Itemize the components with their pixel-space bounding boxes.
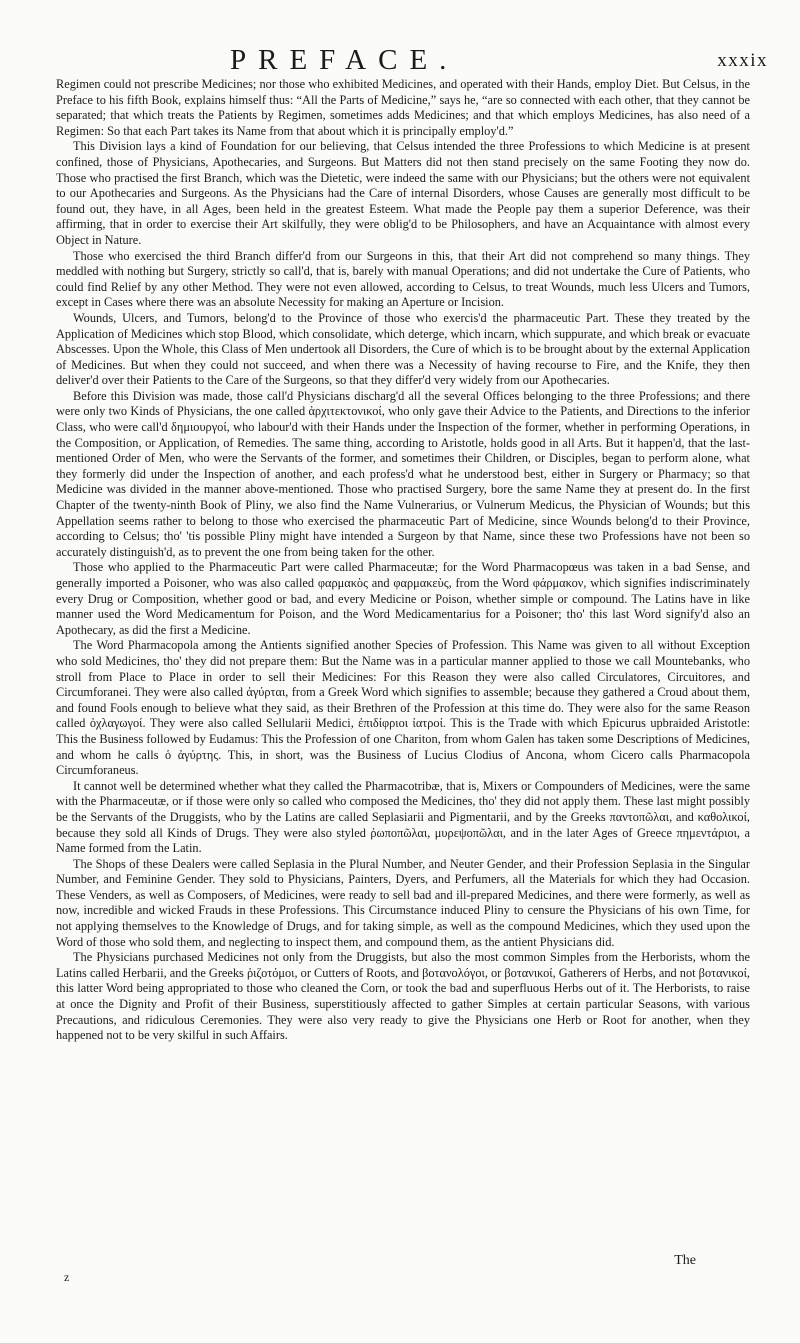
paragraph: The Physicians purchased Medicines not only from the Druggists, but also the most common Simples from the Herborists, whom the Latins called Herbarii, and the Greeks ῥιζοτόμοι, or Cutters of Roots, and βοτανολόγοι, or βοτανικοί, Gatherers of Herbs, and not βοτανικοί, this latter Word being appropriated to those who cleaned the Corn, or took the bad and superfluous Herbs out of it. The Herborists, to raise at once the Dignity and Profit of their Business, superstitiously affected to gather Simples at certain particular Seasons, with various Precautions, and ridiculous Ceremonies. They were also very ready to give the Physicians one Herb or Root for another, when they happened not to be very skilful in such Affairs. <box>56 950 750 1043</box>
paragraph: The Shops of these Dealers were called Seplasia in the Plural Number, and Neuter Gender, and their Profession Seplasia in the Singular Number, and Feminine Gender. They sold to Physicians, Painters, Dyers, and Perfumers, all the Materials for which they had Occasion. These Venders, as well as Composers, of Medicines, were ready to sell bad and ill-prepared Medicines, and there were formerly, as well as now, incredible and wicked Frauds in these Professions. This Circumstance induced Pliny to censure the Physicians of his own Time, for not applying themselves to the Knowledge of Drugs, and for taking simple, as well as the compound Medicines, which they used upon the Word of those who sold them, and neglecting to inspect them, and compound them, as the antient Physicians did. <box>56 856 750 949</box>
paragraph: This Division lays a kind of Foundation for our believing, that Celsus intended the three Professions to which Medicine is at present confined, those of Physicians, Apothecaries, and Surgeons. But Matters did not then stand precisely on the same Footing they now do. Those who practised the first Branch, which was the Dietetic, were indeed the same with our Physicians; but the others were not equivalent to our Apothecaries and Surgeons. As the Physicians had the Care of internal Disorders, whose Causes are generally most difficult to be found out, they have, in all Ages, been held in the greatest Esteem. What made the People pay them a superior Deference, was their affirming, that in order to exercise their Art skilfully, they were oblig'd to be Philosophers, and have an Acquaintance with almost every Object in Nature. <box>56 139 750 247</box>
paragraph: The Word Pharmacopola among the Antients signified another Species of Profession. This Name was given to all without Exception who sold Medicines, tho' they did not prepare them: But the Name was in a particular manner applied to those we call Mountebanks, who stroll from Place to Place in order to sell their Medicines: For this Reason they were also called Circulatores, Circuitores, and Circumforanei. They were also called ἀγύρται, from a Greek Word which signifies to assemble; because they gathered a Croud about them, and found Fools enough to believe what they said, as their Brethren of the Profession at this time do. They were also for the same Reason called ὀχλαγωγοί. They were also called Sellularii Medici, ἐπιδίφριοι ἰατροί. This is the Trade with which Epicurus upbraided Aristotle: This the Business followed by Eudamus: This the Profession of one Chariton, from whom Galen has taken some Descriptions of Medicines, and whom he calls ὁ ἀγύρτης. This, in short, was the Business of Lucius Clodius of Ancona, whom Cicero calls Pharmacopola Circumforaneus. <box>56 638 750 778</box>
paragraph: Regimen could not prescribe Medicines; nor those who exhibited Medicines, and operated with their Hands, employ Diet. But Celsus, in the Preface to his fifth Book, explains himself thus: “All the Parts of Medicine,” says he, “are so connected with each other, that they cannot be separated; that which treats the Patients by Regimen, sometimes adds Medicines; and that which employs Medicines, has also need of a Regimen: So that each Part takes its Name from that about which it is principally employ'd.” <box>56 77 750 138</box>
paragraph: Those who applied to the Pharmaceutic Part were called Pharmaceutæ; for the Word Pharmacopœus was taken in a bad Sense, and generally imported a Poisoner, who was also called φαρμακὸς and φαρμακεὺς, from the Word φάρμακον, which signifies indiscriminately every Drug or Composition, whether good or bad, and every Medicine or Poison, whether simple or compound. The Latins have in like manner used the Word Medicamentum for Poison, and the Word Medicamentarius for a Poisoner; tho' this last Word signify'd also an Apothecary, as did the first a Medicine. <box>56 560 750 637</box>
running-head: PREFACE. <box>230 44 459 76</box>
body-text <box>56 77 750 1044</box>
paragraph: Wounds, Ulcers, and Tumors, belong'd to the Province of those who exercis'd the pharmaceutic Part. These they treated by the Application of Medicines which stop Blood, which consolidate, which deterge, which incarn, which suppurate, and which break or evacuate Abscesses. Upon the Whole, this Class of Men undertook all Disorders, the Cure of which is to be brought about by the external Application of Medicines. But when they could not succeed, and when there was a Necessity of having recourse to Fire, and the Knife, they then deliver'd over their Patients to the Care of the Surgeons, so that they differ'd very widely from our Apothecaries. <box>56 310 750 388</box>
page-number: xxxix <box>717 50 768 71</box>
catchword: The <box>674 1253 696 1268</box>
paragraph: Before this Division was made, those call'd Physicians discharg'd all the several Offices belonging to the three Professions; and there were only two Kinds of Physicians, the one called ἀρχιτεκτονικοί, who only gave their Advice to the Patients, and Directions to the inferior Class, who were call'd δημιουργοί, who labour'd with their Hands under the Inspection of the former, whether in performing Operations, in the Composition, or Application, of Remedies. The same thing, according to Aristotle, holds good in all Arts. But it happen'd, that the last-mentioned Order of Men, who were the Servants of the former, and sometimes their Children, or Disciples, began to perform alone, what they formerly did under the Inspection of another, and each profess'd what he understood best, either in Surgery or Pharmacy; so that Medicine was divided in the manner above-mentioned. Those who practised Surgery, bore the same Name they at present do. In the first Chapter of the twenty-ninth Book of Pliny, we also find the Name Vulnerarius, or Vulnerum Medicus, the Physician of Wounds; but this Appellation seems rather to belong to those who exercised the pharmaceutic Part of Medicine, since Wounds belong'd to their Province, according to Celsus; tho' 'tis possible Pliny might have intended a Surgeon by that Name, since these two Professions have not been so accurately distinguish'd, as to prevent the one from being taken for the other. <box>56 388 750 559</box>
paragraph: Those who exercised the third Branch differ'd from our Surgeons in this, that their Art did not comprehend so many things. They meddled with nothing but Surgery, strictly so call'd, that is, barely with manual Operations; and did not undertake the Cure of Patients, who could find Relief by any other Method. They were not even allowed, according to Celsus, to treat Wounds, much less Ulcers and Tumors, except in Cases where there was an absolute Necessity for making an Aperture or Incision. <box>56 248 750 310</box>
paragraph: It cannot well be determined whether what they called the Pharmacotribæ, that is, Mixers or Compounders of Medicines, were the same with the Pharmaceutæ, or if those were only so called who composed the Medicines, tho' they did not apply them. These last might possibly be the Servants of the Druggists, who by the Latins are called Seplasiarii and Pigmentarii, and by the Greeks παντοπῶλαι, and καθολικοί, because they sold all Kinds of Drugs. They were also styled ῥωποπῶλαι, μυρεψοπῶλαι, and in the later Ages of Greece πημεντάριοι, a Name formed from the Latin. <box>56 778 750 856</box>
signature-mark: z <box>64 1270 70 1284</box>
